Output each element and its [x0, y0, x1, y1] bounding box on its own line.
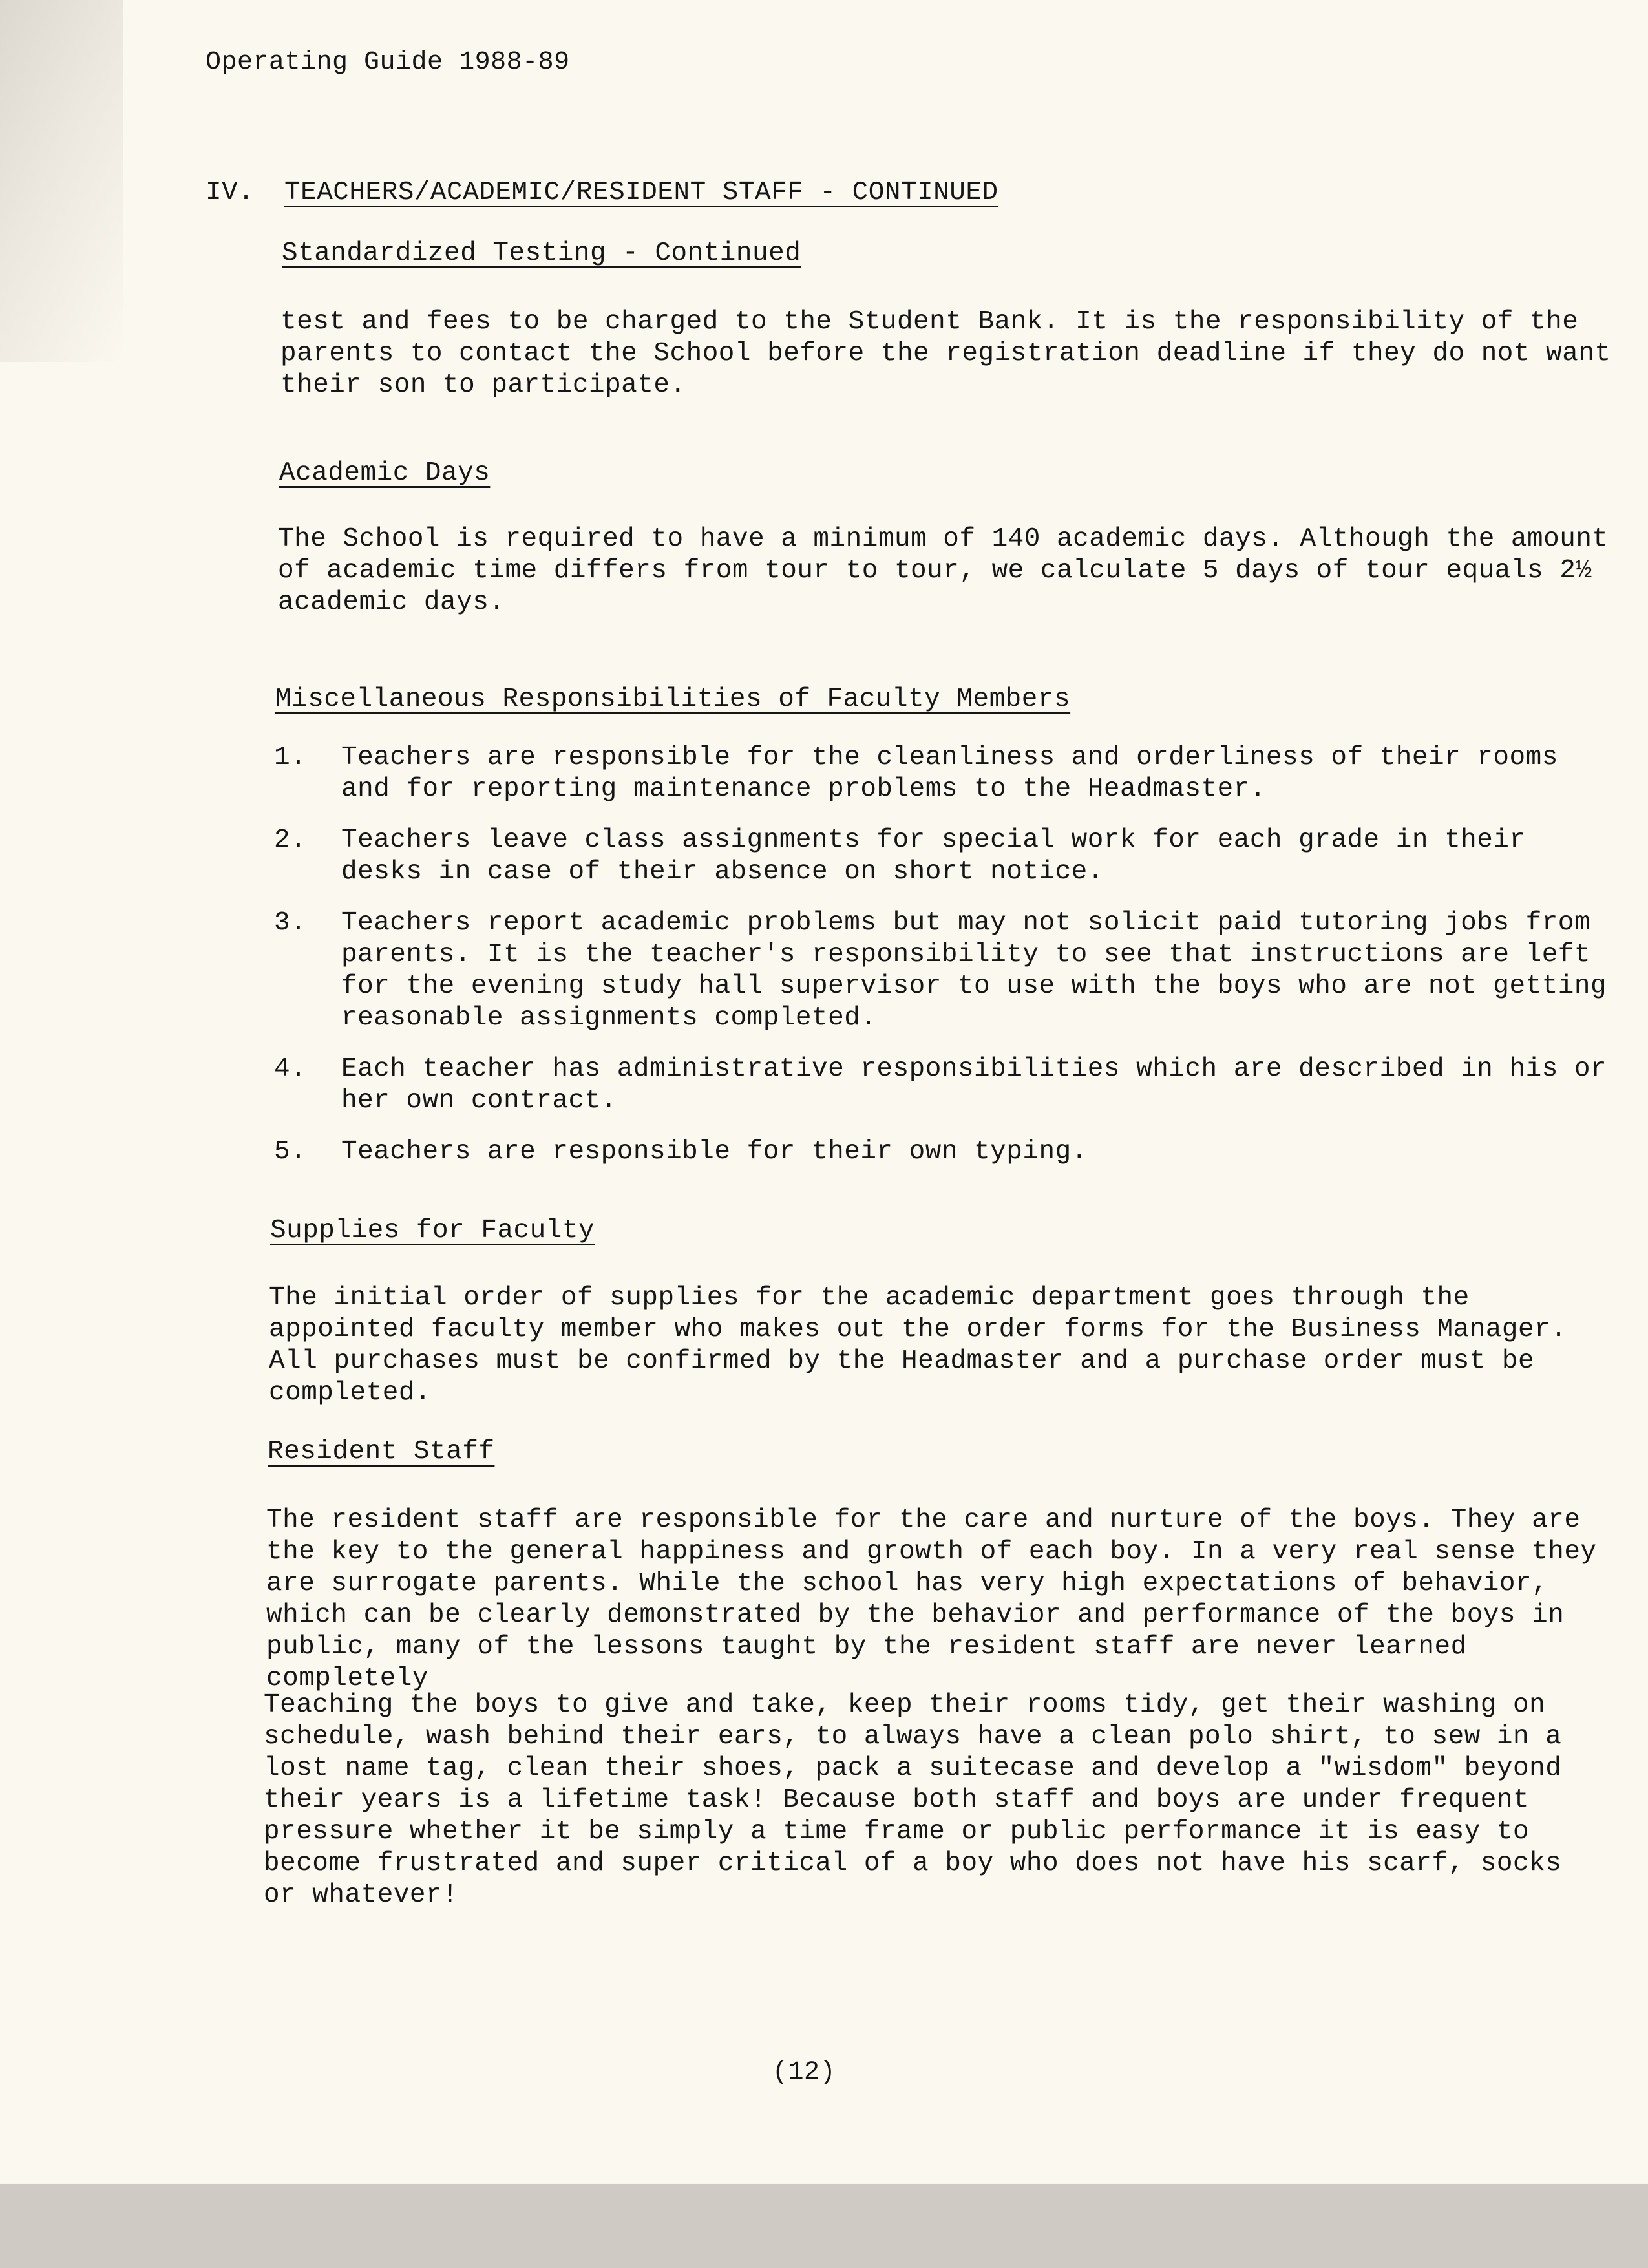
- list-item: [274, 907, 1618, 1034]
- supplies-heading: Supplies for Faculty: [270, 1216, 595, 1245]
- list-item-number: 3.: [274, 908, 307, 938]
- section-title: TEACHERS/ACADEMIC/RESIDENT STAFF - CONTINUED: [284, 178, 998, 207]
- standardized-testing-paragraph: test and fees to be charged to the Student Bank. It is the responsibility of the parents to contact the School before the registration deadline if they do not want their son to participate.: [280, 307, 1611, 400]
- page-number: (12): [772, 2058, 836, 2087]
- supplies-paragraph: The initial order of supplies for the academic department goes through the appointed faculty member who makes out the order forms for the Business Manager. All purchases must be confirmed by the Headmaster and a purchase order must be completed.: [269, 1283, 1567, 1408]
- list-item-text: Teachers leave class assignments for special work for each grade in their desks in case of their absence on short notice.: [341, 825, 1526, 887]
- list-item: [274, 742, 1618, 805]
- section-heading: [206, 177, 998, 209]
- faculty-responsibilities-list: [274, 742, 1618, 1187]
- academic-days-heading: Academic Days: [279, 458, 491, 488]
- standardized-testing-heading: Standardized Testing - Continued: [282, 238, 801, 268]
- section-numeral: IV.: [206, 178, 255, 207]
- list-item: [274, 1054, 1618, 1117]
- list-item-number: 2.: [274, 825, 307, 855]
- list-item-text: Teachers are responsible for the cleanliness and orderliness of their rooms and for reporting maintenance problems to the Headmaster.: [341, 743, 1558, 804]
- resident-staff-heading: Resident Staff: [268, 1437, 495, 1467]
- list-item-text: Teachers are responsible for their own typing.: [341, 1137, 1088, 1167]
- list-item-number: 1.: [274, 743, 307, 772]
- resident-staff-paragraph-1: The resident staff are responsible for the care and nurture of the boys. They are the key to the general happiness and growth of each boy. In a very real sense they are surrogate parents. While the school has very high expectations of behavior, which can be clearly demonstrated by the behavior and performance of the boys in public, many of the lessons taught by the resident staff are never learned completely: [266, 1505, 1597, 1693]
- academic-days-paragraph: The School is required to have a minimum of 140 academic days. Although the amount of academic time differs from tour to tour, we calculate 5 days of tour equals 2½ academic days.: [278, 524, 1609, 617]
- list-item-text: Teachers report academic problems but may not solicit paid tutoring jobs from parents. It is the teacher's responsibility to see that instructions are left for the evening study hall supervisor to use with the boys who are not getting reasonable assignments completed.: [341, 908, 1607, 1033]
- page-bottom-edge: [0, 2184, 1648, 2268]
- list-item: [274, 1136, 1618, 1168]
- list-item-number: 4.: [274, 1054, 307, 1084]
- list-item-number: 5.: [274, 1137, 307, 1167]
- list-item-text: Each teacher has administrative responsibilities which are described in his or her own contract.: [341, 1054, 1607, 1116]
- resident-staff-paragraph-2: Teaching the boys to give and take, keep their rooms tidy, get their washing on schedule, wash behind their ears, to always have a clean polo shirt, to sew in a lost name tag, clean their shoes, pack a suitecase and develop a "wisdom" beyond their years is a lifetime task! Because both staff and boys are under frequent pressure whether it be simply a time frame or public performance it is easy to become frustrated and super critical of a boy who does not have his scarf, socks or whatever!: [264, 1690, 1562, 1910]
- list-item: [274, 825, 1618, 888]
- running-header: Operating Guide 1988-89: [206, 48, 570, 77]
- misc-responsibilities-heading: Miscellaneous Responsibilities of Faculty Members: [275, 684, 1071, 714]
